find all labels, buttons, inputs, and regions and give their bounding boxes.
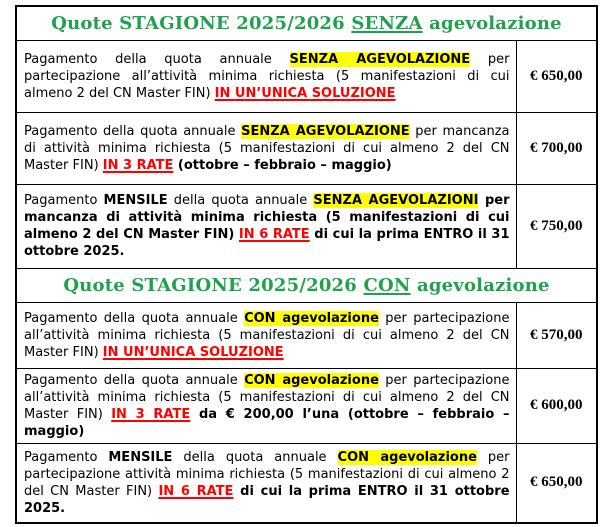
fees-table (15, 5, 598, 524)
fee-price-1: € 650,00 (516, 40, 597, 112)
fee-description-5 (16, 368, 516, 443)
fees-document (15, 5, 598, 524)
text-run-bold: MENSILE (103, 193, 168, 208)
fee-price-5: € 600,00 (516, 368, 597, 443)
text-run-plain: per mancanza di attività minima richiesta (5 manifestazioni di cui almeno 2 del CN Master FIN) (24, 123, 510, 173)
fee-row-3 (16, 184, 597, 268)
text-run-plain: per partecipazione attività minima richiesta (5 manifestazioni di cui almeno 2 del CN Master FIN) (24, 449, 510, 499)
text-run-plain: Pagamento della quota annuale (24, 123, 242, 139)
fee-description-6 (16, 443, 516, 523)
text-run-bold: per mancanza di attività minima richiesta (5 manifestazioni di cui almeno 2 del CN Master FIN) (24, 193, 510, 242)
text-run-red: IN UN’UNICA SOLUZIONE (102, 344, 284, 360)
section-2-title-suffix: agevolazione (410, 274, 550, 296)
text-run-red: IN 3 RATE (111, 406, 191, 422)
text-run-bold: di cui la prima ENTRO il 31 ottobre 2025. (24, 483, 510, 516)
fee-price-2: € 700,00 (516, 112, 597, 184)
fee-row-1 (16, 40, 597, 112)
text-run-yellow: SENZA AGEVOLAZIONE (241, 123, 410, 139)
text-run-red: IN 6 RATE (158, 483, 234, 499)
text-run-red: IN 3 RATE (102, 157, 174, 173)
section-2-title (16, 268, 597, 302)
text-run-plain: Pagamento (24, 449, 109, 465)
fee-price-6: € 650,00 (516, 443, 597, 523)
fee-row-5 (16, 368, 597, 443)
text-run-yellow: CON agevolazione (244, 310, 379, 326)
text-run-plain: della quota annuale (167, 193, 314, 208)
text-run-plain: per partecipazione all’attività minima richiesta (5 manifestazioni di cui almeno 2 del CN Master FIN) (24, 51, 510, 101)
section-2-header-row (16, 268, 597, 302)
text-run-bold: di cui la prima ENTRO il 31 ottobre 2025. (24, 227, 510, 259)
fee-price-4: € 570,00 (516, 302, 597, 368)
text-run-red: IN UN’UNICA SOLUZIONE (214, 85, 396, 101)
fee-row-2 (16, 112, 597, 184)
text-run-bold: (ottobre – febbraio – maggio) (173, 157, 392, 173)
section-2-title-emphasis: CON (363, 274, 411, 296)
fee-row-4 (16, 302, 597, 368)
fee-description-3 (16, 184, 516, 268)
text-run-plain: Pagamento (24, 193, 104, 208)
text-run-yellow: CON agevolazione (244, 372, 379, 388)
text-run-yellow: CON agevolazione (337, 449, 477, 465)
text-run-plain: per partecipazione all’attività minima richiesta (5 manifestazioni di cui almeno 2 del CN Master FIN) (24, 372, 510, 422)
text-run-plain: Pagamento della quota annuale (24, 51, 290, 67)
text-run-plain: Pagamento della quota annuale (24, 372, 245, 388)
text-run-plain: della quota annuale (172, 449, 338, 465)
text-run-plain: per partecipazione all’attività minima richiesta (5 manifestazioni di cui almeno 2 del CN Master FIN) (24, 310, 510, 360)
fee-description-4 (16, 302, 516, 368)
text-run-yellow: SENZA AGEVOLAZIONE (289, 51, 471, 67)
section-1-title-prefix: Quote STAGIONE 2025/2026 (51, 12, 352, 34)
text-run-red: IN 6 RATE (238, 227, 310, 242)
section-2-title-prefix: Quote STAGIONE 2025/2026 (63, 274, 364, 296)
text-run-bold: da € 200,00 l’una (ottobre – febbraio – maggio) (24, 406, 510, 439)
text-run-plain: Pagamento della quota annuale (24, 310, 245, 326)
fee-price-3: € 750,00 (516, 184, 597, 268)
text-run-bold: MENSILE (108, 449, 173, 465)
section-1-header-row (16, 6, 597, 40)
section-1-title-emphasis: SENZA (351, 12, 423, 34)
fee-description-2 (16, 112, 516, 184)
fee-description-1 (16, 40, 516, 112)
fee-row-6 (16, 443, 597, 523)
text-run-yellow: SENZA AGEVOLAZIONI (313, 193, 479, 208)
section-1-title-suffix: agevolazione (422, 12, 562, 34)
section-1-title (16, 6, 597, 40)
